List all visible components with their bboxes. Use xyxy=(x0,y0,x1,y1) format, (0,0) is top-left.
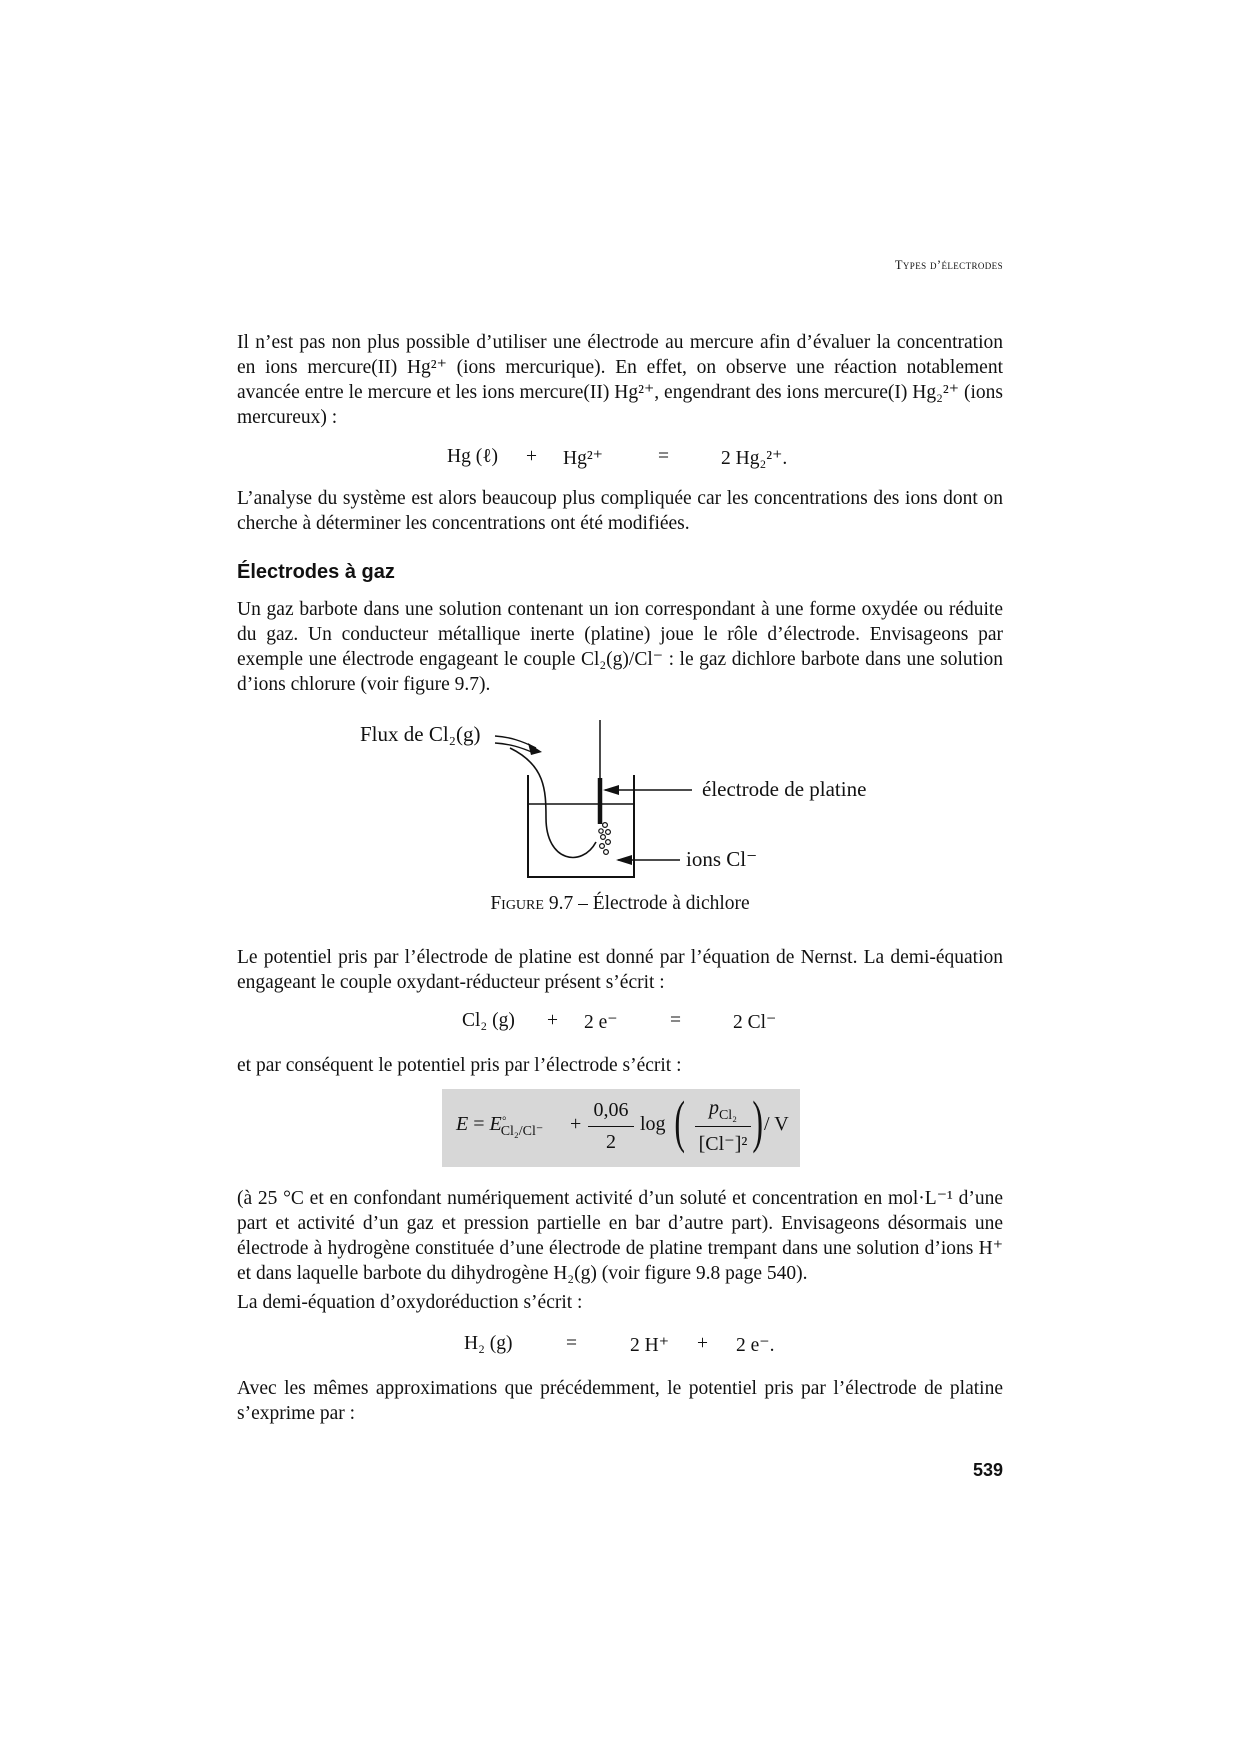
eq-term: Hg (ℓ) xyxy=(447,446,499,467)
figure-chlorine-electrode xyxy=(350,720,910,900)
fraction-denominator: 2 xyxy=(606,1131,616,1153)
eq-term: Hg²⁺ xyxy=(563,448,603,469)
paragraph-text: et par conséquent le potentiel pris par l’électrode s’écrit : xyxy=(237,1055,682,1076)
paragraph-text: La demi-équation d’oxydoréduction s’écrit : xyxy=(237,1292,583,1313)
figure-caption xyxy=(237,893,1003,915)
section-heading: Électrodes à gaz xyxy=(237,561,395,583)
paragraph-mercury xyxy=(237,330,1003,430)
electrode-label: électrode de platine xyxy=(702,777,867,801)
formula-log: log xyxy=(640,1113,666,1135)
fraction-bar xyxy=(695,1126,751,1127)
eq-term: 2 Hg₂²⁺. xyxy=(721,448,788,469)
eq-equals: = xyxy=(566,1333,577,1354)
caption-prefix: Figure xyxy=(490,893,544,914)
page-number: 539 xyxy=(972,1460,1003,1480)
flux-label: Flux de Cl₂(g) xyxy=(360,722,481,746)
running-head: Types d’électrodes xyxy=(894,258,1003,272)
formula-standard-mark: ◦ xyxy=(501,1111,507,1127)
pressure-term xyxy=(695,1097,751,1123)
eq-term: 2 e⁻ xyxy=(584,1012,618,1033)
nernst-formula-box xyxy=(442,1089,800,1167)
right-parenthesis: ) xyxy=(752,1089,763,1154)
formula-e: E xyxy=(456,1113,469,1135)
formula-e0: E xyxy=(489,1113,502,1135)
paragraph-text: (à 25 °C et en confondant numériquement activité d’un soluté et concentration en mol·L⁻¹ d’une part et activité d’un gaz et pression partielle en bar d’autre part). Envisageons désormais une électrode à hydrogène constituée d’une électrode de platine trempant dans une solution d’ions H⁺ et dans laquelle barbote du dihydrogène H₂(g) (voir figure 9.8 page 540). xyxy=(237,1188,1003,1284)
caption-text: 9.7 – Électrode à dichlore xyxy=(548,893,750,914)
paragraph-potential xyxy=(237,1053,1003,1078)
eq-equals: = xyxy=(658,446,669,467)
eq-plus: + xyxy=(547,1010,558,1031)
eq-term: H₂ (g) xyxy=(464,1333,513,1354)
paragraph-text: Avec les mêmes approximations que précédemment, le potentiel pris par l’électrode de platine s’exprime par : xyxy=(237,1378,1003,1424)
paragraph-text: Il n’est pas non plus possible d’utiliser une électrode au mercure afin d’évaluer la concentration en ions mercure(II) Hg²⁺ (ions mercurique). En effet, on observe une réaction notablement avancée entre le mercure et les ions mercure(II) Hg²⁺, engendrant des ions mercure(I) Hg₂²⁺ (ions mercureux) : xyxy=(237,332,1003,428)
electrode-diagram xyxy=(350,720,910,900)
fraction-numerator: 0,06 xyxy=(593,1099,629,1121)
paragraph-gas xyxy=(237,597,1003,697)
electrode-pointer-head xyxy=(603,785,619,795)
pressure-sub: Cl₂ xyxy=(718,1108,738,1123)
ions-pointer-head xyxy=(616,855,632,865)
gas-tube xyxy=(510,748,596,857)
paragraph-text: L’analyse du système est alors beaucoup plus compliquée car les concentrations des ions dont on cherche à déterminer les concentrations ont été modifiées. xyxy=(237,488,1003,534)
formula-plus: + xyxy=(570,1113,582,1135)
formula-eq: = xyxy=(473,1113,485,1135)
eq-term: Cl₂ (g) xyxy=(462,1010,515,1031)
eq-term: 2 e⁻. xyxy=(736,1335,775,1356)
paragraph-half-equation xyxy=(237,1290,1003,1315)
paragraph-analysis xyxy=(237,486,1003,536)
ions-label: ions Cl⁻ xyxy=(686,847,758,871)
concentration-term: [Cl⁻]² xyxy=(698,1133,748,1155)
paragraph-text: Un gaz barbote dans une solution contenant un ion correspondant à une forme oxydée ou réduite du gaz. Un conducteur métallique inerte (platine) joue le rôle d’électrode. Envisageons par exemple une électrode engageant le couple Cl₂(g)/Cl⁻ : le gaz dichlore barbote dans une solution d’ions chlorure (voir figure 9.7). xyxy=(237,599,1003,695)
gas-bubbles xyxy=(599,823,611,855)
left-parenthesis: ( xyxy=(674,1089,685,1154)
eq-plus: + xyxy=(526,446,537,467)
eq-plus: + xyxy=(697,1333,708,1354)
flux-arrow-head xyxy=(528,743,542,755)
equation-chlorine xyxy=(0,1010,1240,1036)
paragraph-conditions xyxy=(237,1186,1003,1286)
equation-mercury xyxy=(0,446,1240,472)
paragraph-text: Le potentiel pris par l’électrode de platine est donné par l’équation de Nernst. La demi-équation engageant le couple oxydant-réducteur présent s’écrit : xyxy=(237,947,1003,993)
pressure-p: p xyxy=(708,1097,719,1119)
eq-term: 2 H⁺ xyxy=(630,1335,669,1356)
paragraph-approximations xyxy=(237,1376,1003,1426)
formula-unit: / V xyxy=(764,1113,789,1135)
paragraph-nernst xyxy=(237,945,1003,995)
nernst-formula xyxy=(456,1111,544,1139)
eq-equals: = xyxy=(670,1010,681,1031)
eq-term: 2 Cl⁻ xyxy=(733,1012,777,1033)
fraction-bar xyxy=(588,1126,634,1127)
equation-hydrogen xyxy=(0,1333,1240,1359)
formula-couple: Cl₂/Cl⁻ xyxy=(500,1124,544,1139)
